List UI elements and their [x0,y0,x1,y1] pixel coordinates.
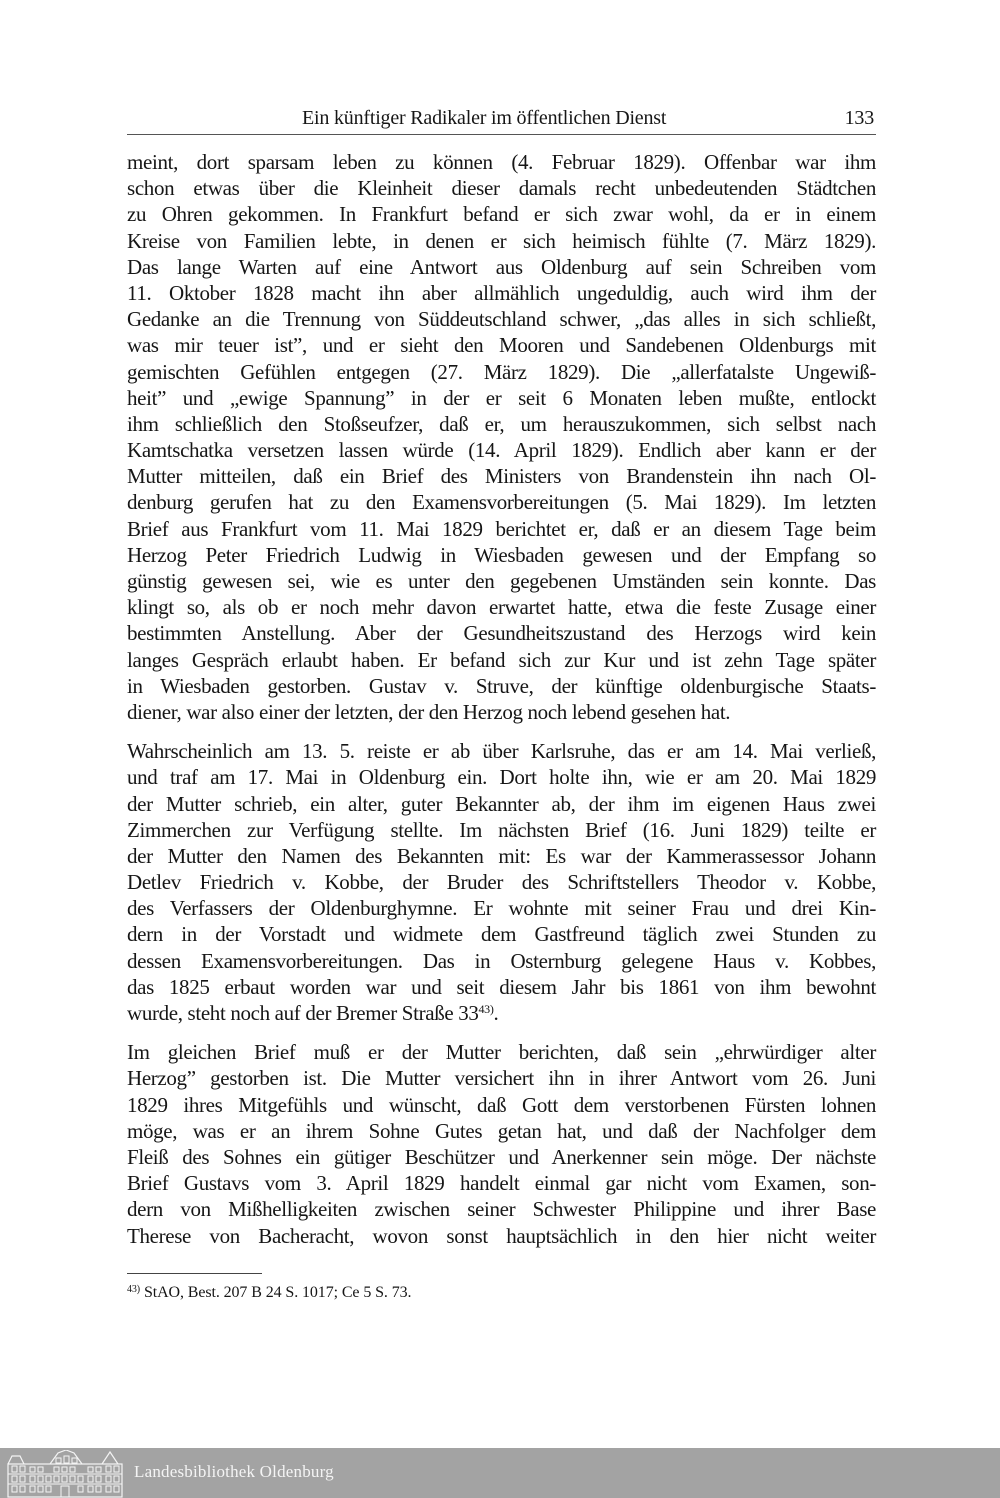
text-line: der Mutter schrieb, ein alter, guter Bekannter ab, der ihm im eigenen Haus zwei [127,791,876,816]
text-line: Brief aus Frankfurt vom 11. Mai 1829 berichtet er, daß er an diesem Tage beim [127,516,876,541]
footnote-marker: 43) [127,1283,141,1295]
text-line-with-footnote [127,1000,876,1026]
text-line: Kamtschatka versetzen lassen würde (14. April 1829). Endlich aber kann er der [127,438,876,463]
text-line: dern von Mißhelligkeiten zwischen seiner Schwester Philippine und ihrer Base [127,1197,876,1222]
text-line: ihm schließlich den Stoßseufzer, daß er, um herauszukommen, sich selbst nach [127,411,876,436]
text-line: was mir teuer ist”, und er sieht den Mooren und Sandebenen Oldenburgs mit [127,333,876,358]
text-line: Herzog” gestorben ist. Die Mutter versichert ihn in ihrer Antwort vom 26. Juni [127,1066,876,1091]
text-line: Gedanke an die Trennung von Süddeutschland schwer, „das alles in sich schließt, [127,307,876,332]
text-line: denburg gerufen hat zu den Examensvorbereitungen (5. Mai 1829). Im letzten [127,490,876,515]
paragraph-3 [127,1039,876,1249]
footnote-divider [127,1273,262,1274]
paragraph-2 [127,738,876,1026]
text-line: Herzog Peter Friedrich Ludwig in Wiesbaden gewesen und der Empfang so [127,542,876,567]
running-head [127,100,876,135]
text-line: gemischten Gefühlen entgegen (27. März 1829). Die „allerfatalste Ungewiß- [127,359,876,384]
text-line: Zimmerchen zur Verfügung stellte. Im nächsten Brief (16. Juni 1829) teilte er [127,817,876,842]
text-line: Das lange Warten auf eine Antwort aus Oldenburg auf sein Schreiben vom [127,254,876,279]
library-building-icon [6,1450,124,1498]
text-line: diener, war also einer der letzten, der den Herzog noch lebend gesehen hat. [127,699,731,724]
text-line: Detlev Friedrich v. Kobbe, der Bruder des Schriftstellers Theodor v. Kobbe, [127,870,876,895]
library-footer-bar [0,1448,1000,1498]
text-line: Kreise von Familien lebte, in denen er sich heimisch fühlte (7. März 1829). [127,228,876,253]
text-line: das 1825 erbaut worden war und seit diesem Jahr bis 1861 von ihm bewohnt [127,974,876,999]
body-text [127,149,876,1249]
text-fragment: wurde, steht noch auf der Bremer Straße 33 [127,1001,479,1025]
text-line: Fleiß des Sohnes ein gütiger Beschützer und Anerkenner sein möge. Der nächste [127,1144,876,1169]
paragraph-1 [127,149,876,725]
text-line: und traf am 17. Mai in Oldenburg ein. Dort holte ihn, wie er am 20. Mai 1829 [127,765,876,790]
text-line: Im gleichen Brief muß er der Mutter berichten, daß sein „ehrwürdiger alter [127,1040,876,1065]
text-line: Mutter mitteilen, daß ein Brief des Ministers von Brandenstein ihn nach Ol- [127,464,876,489]
text-line: der Mutter den Namen des Bekannten mit: Es war der Kammerassessor Johann [127,843,876,868]
text-line: bestimmten Anstellung. Aber der Gesundheitszustand des Herzogs wird kein [127,621,876,646]
text-line: langes Gespräch erlaubt haben. Er befand sich zur Kur und ist zehn Tage später [127,647,876,672]
text-line: des Verfassers der Oldenburghymne. Er wohnte mit seiner Frau und drei Kin- [127,896,876,921]
text-line: möge, was er an ihrem Sohne Gutes getan hat, und daß der Nachfolger dem [127,1118,876,1143]
text-line: dessen Examensvorbereitungen. Das in Osternburg gelegene Haus v. Kobbes, [127,948,876,973]
footnote-43 [127,1284,876,1302]
text-line: zu Ohren gekommen. In Frankfurt befand er sich zwar wohl, da er in einem [127,202,876,227]
text-line: heit” und „ewige Spannung” in der er seit 6 Monaten leben mußte, entlockt [127,385,876,410]
text-fragment: . [493,1001,499,1025]
text-line: Wahrscheinlich am 13. 5. reiste er ab über Karlsruhe, das er am 14. Mai verließ, [127,739,876,764]
footnote-reference-43[interactable]: 43) [478,1002,494,1016]
text-line: günstig gewesen sei, wie es unter den gegebenen Umständen sein konnte. Das [127,569,876,593]
text-line: 11. Oktober 1828 macht ihn aber allmählich ungeduldig, auch wird ihm der [127,280,876,305]
text-line: 1829 ihres Mitgefühls und wünscht, daß Gott dem verstorbenen Fürsten lohnen [127,1092,876,1117]
footnote-text: StAO, Best. 207 B 24 S. 1017; Ce 5 S. 73. [143,1283,412,1301]
text-line: in Wiesbaden gestorben. Gustav v. Struve, der künftige oldenburgische Staats- [127,673,876,698]
text-line: dern in der Vorstadt und widmete dem Gastfreund täglich zwei Stunden zu [127,922,876,947]
text-line: Therese von Bacheracht, wovon sonst hauptsächlich in den hier nicht weiter [127,1223,876,1248]
library-name: Landesbibliothek Oldenburg [134,1462,334,1481]
text-line: schon etwas über die Kleinheit dieser damals recht unbedeutenden Städtchen [127,176,876,201]
running-head-title: Ein künftiger Radikaler im öffentlichen Dienst [302,107,667,129]
book-page [127,100,876,1302]
text-line: meint, dort sparsam leben zu können (4. Februar 1829). Offenbar war ihm [127,150,876,174]
page-number: 133 [844,107,874,129]
text-line: Brief Gustavs vom 3. April 1829 handelt einmal gar nicht vom Examen, son- [127,1171,876,1196]
text-line: klingt so, als ob er noch mehr davon erwartet hatte, etwa die feste Zusage einer [127,595,876,620]
